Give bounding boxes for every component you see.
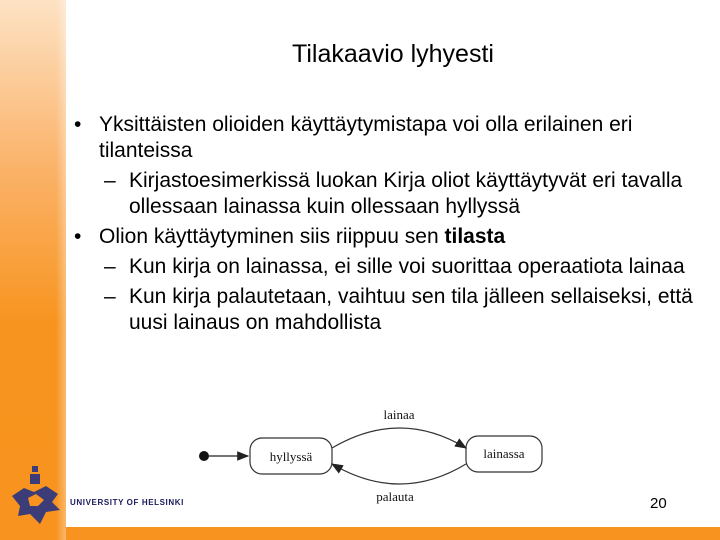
- state-diagram: [190, 400, 570, 510]
- orange-side-stripe: [0, 0, 66, 540]
- sub-bullet-text: Kun kirja palautetaan, vaihtuu sen tila jälleen sellaiseksi, että uusi lainaus on mahdollista: [129, 285, 693, 334]
- dash-mark: –: [104, 169, 116, 192]
- bullet-mark: •: [74, 225, 82, 248]
- transition-palauta-label: palauta: [376, 489, 414, 504]
- sub-bullet-item: [74, 168, 704, 220]
- bullet-text: Yksittäisten olioiden käyttäytymistapa voi olla erilainen eri tilanteissa: [99, 113, 633, 162]
- university-name: UNIVERSITY OF HELSINKI: [70, 498, 184, 507]
- bullet-list: [74, 112, 704, 340]
- bullet-mark: •: [74, 113, 82, 136]
- page-number: 20: [650, 495, 667, 512]
- transition-palauta-arrow: [332, 464, 466, 484]
- sub-bullet-item: [74, 284, 704, 336]
- initial-state-dot: [199, 451, 209, 461]
- sub-bullet-item: [74, 254, 704, 280]
- dash-mark: –: [104, 255, 116, 278]
- sub-bullet-text: Kun kirja on lainassa, ei sille voi suorittaa operaatiota lainaa: [129, 255, 685, 278]
- bullet-text-before: Olion käyttäytyminen siis riippuu sen: [99, 225, 445, 248]
- bullet-item: [74, 224, 704, 250]
- bottom-orange-bar: [66, 527, 720, 540]
- slide-title: Tilakaavio lyhyesti: [292, 40, 494, 68]
- transition-lainaa-label: lainaa: [383, 407, 415, 422]
- sub-bullet-text: Kirjastoesimerkissä luokan Kirja oliot käyttäytyvät eri tavalla ollessaan lainassa kuin ollessaan hyllyssä: [129, 169, 683, 218]
- state-lainassa-label: lainassa: [483, 446, 525, 461]
- bullet-item: [74, 112, 704, 164]
- transition-lainaa-arrow: [332, 428, 466, 448]
- state-hyllyssa-label: hyllyssä: [269, 449, 313, 464]
- university-logo: [6, 462, 66, 528]
- bullet-text-bold: tilasta: [444, 225, 506, 248]
- dash-mark: –: [104, 285, 116, 308]
